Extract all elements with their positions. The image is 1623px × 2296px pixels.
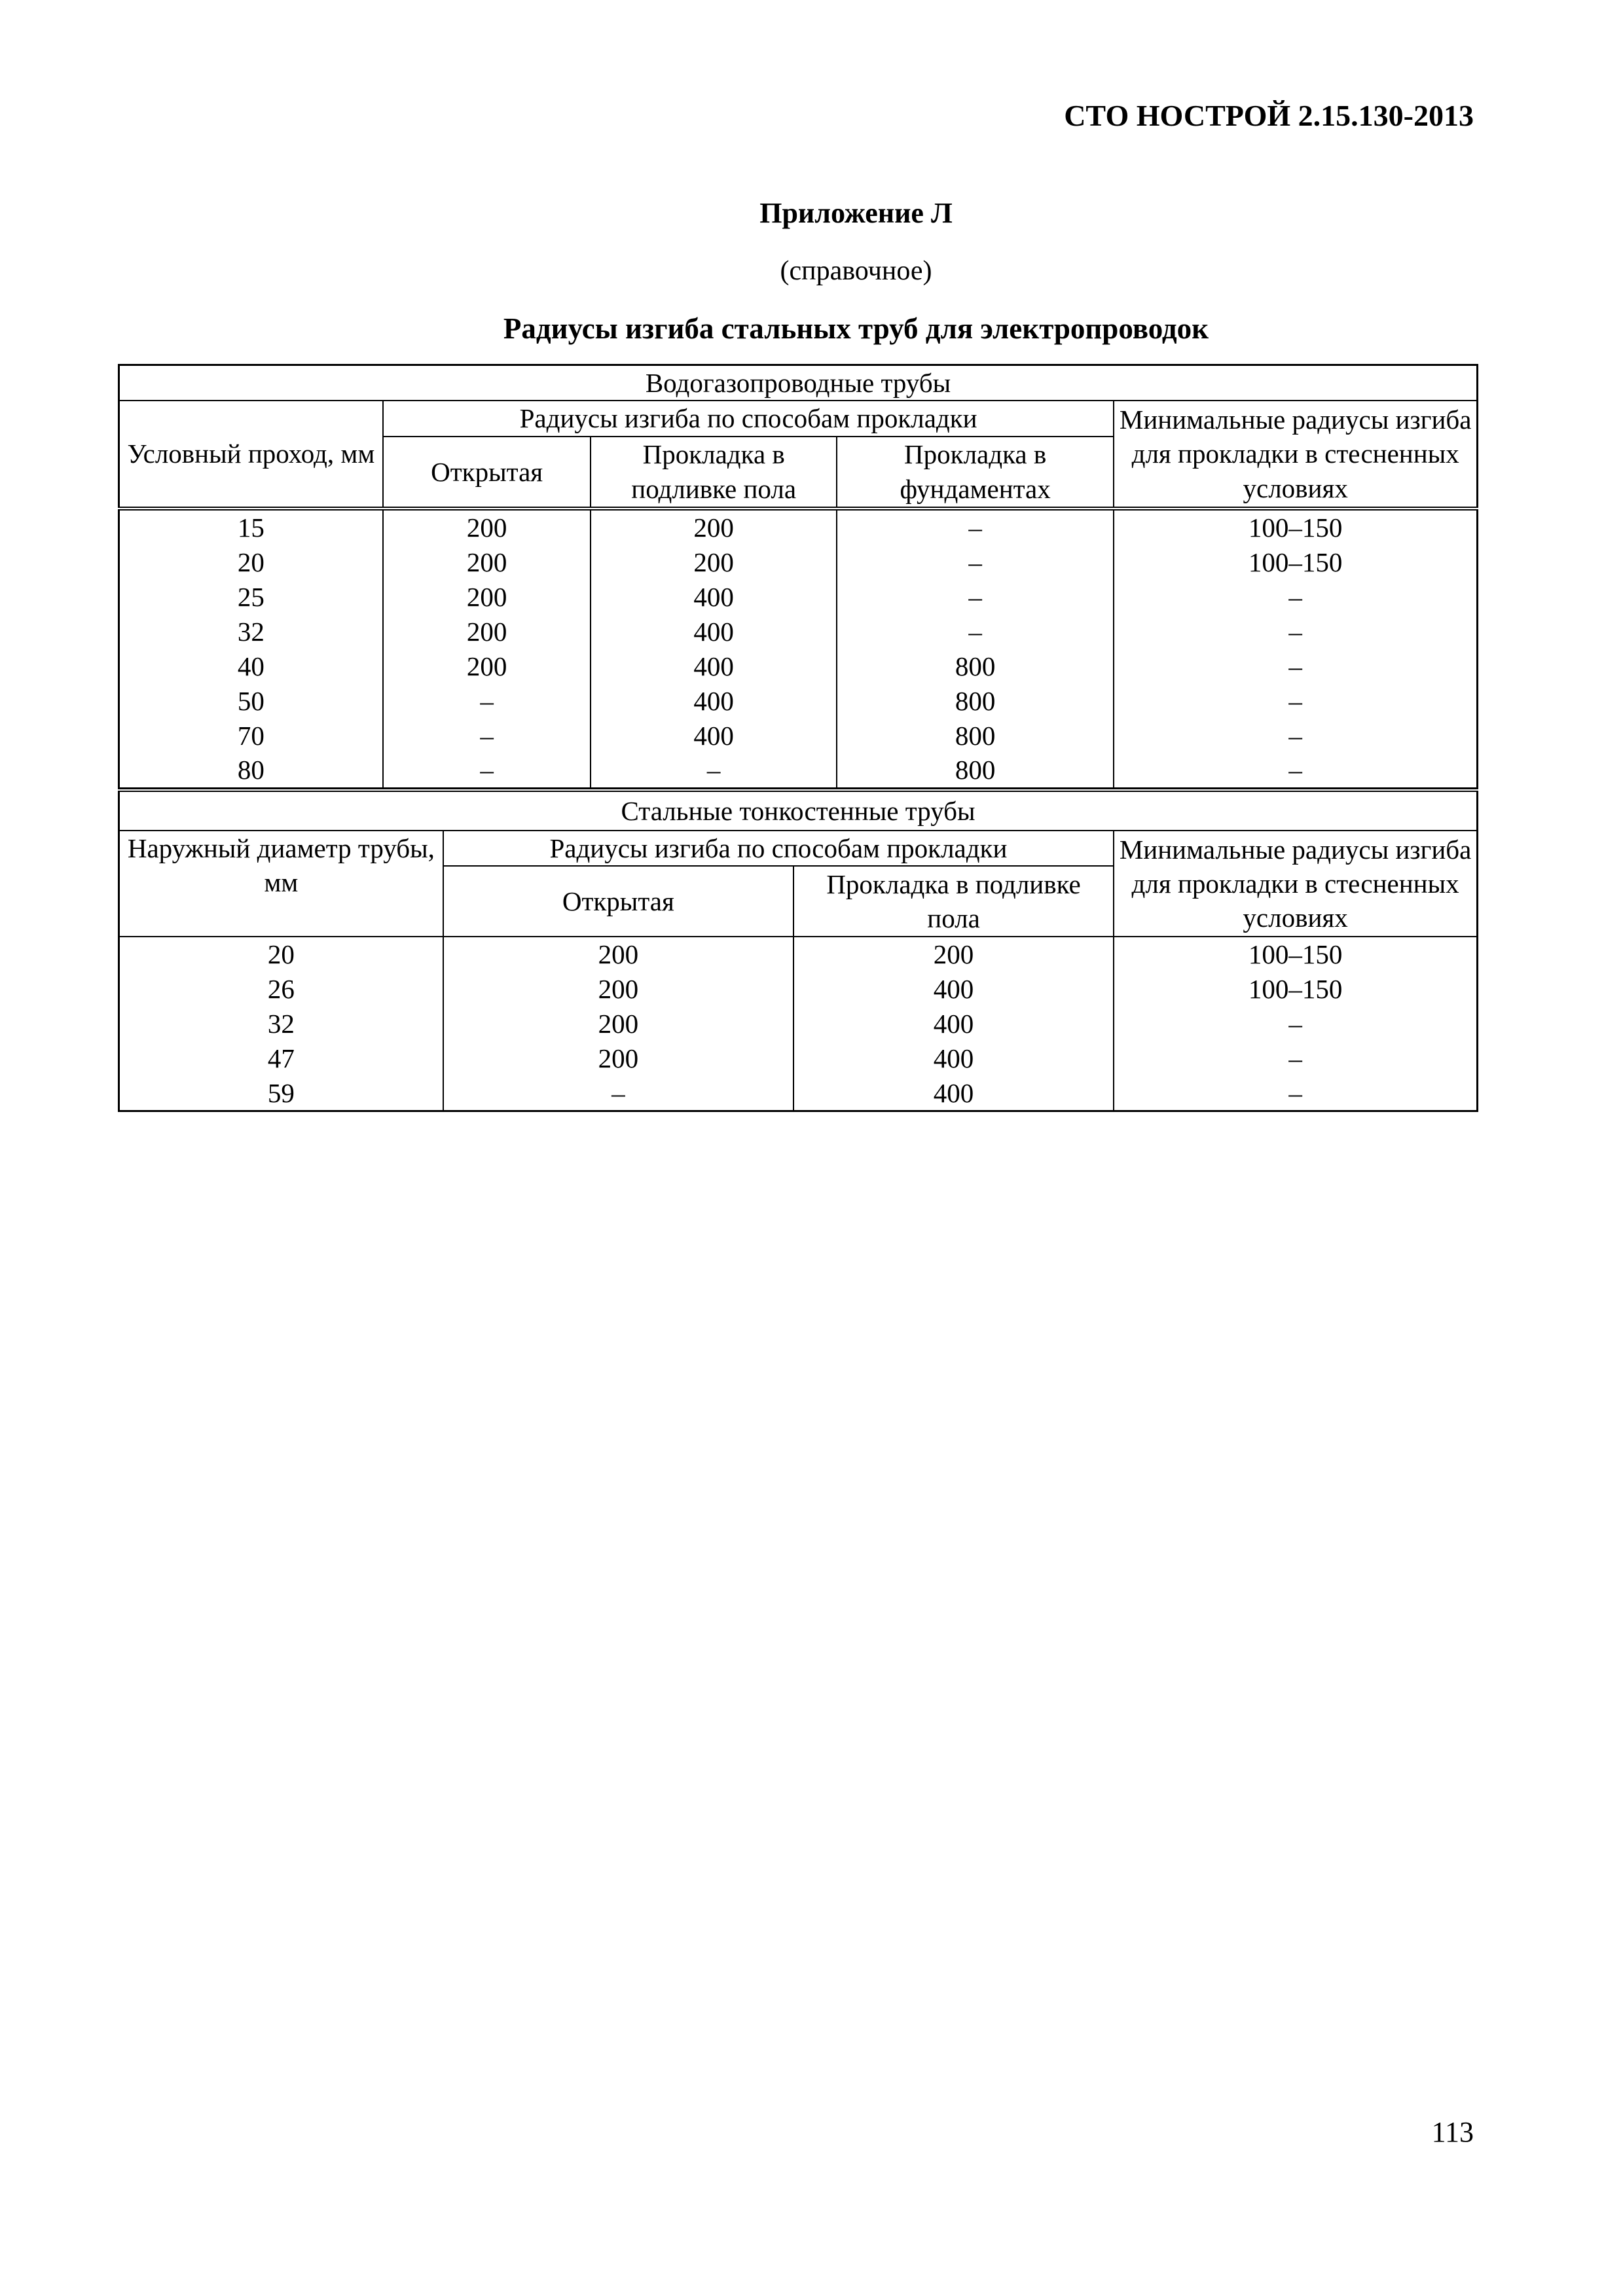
table-cell: – [1114,718,1477,753]
table-cell: 400 [793,1041,1114,1076]
table-cell: 400 [591,649,836,683]
table-cell: 100–150 [1114,545,1477,579]
document-code: СТО НОСТРОЙ 2.15.130-2013 [1064,99,1474,132]
table-cell: 15 [119,509,383,545]
table-cell: 400 [591,718,836,753]
table-cell: 200 [591,509,836,545]
section-title: Стальные тонкостенные трубы [119,791,1478,831]
table-cell: 200 [383,545,591,579]
table-cell: 70 [119,718,383,753]
col-header-foundation: Прокладка в фундаментах [837,437,1114,509]
table-row [119,1041,1478,1076]
table1-body [119,509,1478,788]
table-cell: 400 [591,683,836,718]
table-cell: 200 [443,1041,793,1076]
table-cell: – [383,718,591,753]
table-cell: – [837,545,1114,579]
table2-body [119,937,1478,1111]
section-title: Водогазопроводные трубы [119,365,1478,401]
table-row [119,683,1478,718]
table-cell: 100–150 [1114,509,1477,545]
col-header-group: Радиусы изгиба по способам прокладки [383,401,1114,436]
table-cell: – [1114,579,1477,614]
table-row [119,509,1478,545]
table-cell: 20 [119,937,443,971]
table-cell: 400 [591,614,836,649]
table-cell: 32 [119,1007,443,1041]
table-cell: 200 [443,972,793,1007]
table-cell: 400 [793,972,1114,1007]
table-cell: – [1114,753,1477,788]
table-cell: 50 [119,683,383,718]
table-cell: – [1114,1007,1477,1041]
table-cell: 40 [119,649,383,683]
table-caption: Радиусы изгиба стальных труб для электропроводок [503,312,1209,345]
table-cell: 26 [119,972,443,1007]
appendix-note: (справочное) [780,256,932,286]
table-cell: 200 [443,937,793,971]
table-row [119,937,1478,971]
table-cell: – [1114,1076,1477,1111]
col-header-diameter: Условный проход, мм [119,401,383,508]
table-cell: 100–150 [1114,972,1477,1007]
table-cell: 32 [119,614,383,649]
col-header-min-radius: Минимальные радиусы изгиба для прокладки в стесненных условиях [1114,831,1477,937]
table-row [119,614,1478,649]
table-cell: 400 [591,579,836,614]
table-cell: 100–150 [1114,937,1477,971]
col-header-open: Открытая [443,866,793,937]
table-cell: – [383,753,591,788]
table-cell: 200 [383,579,591,614]
table-cell: – [1114,649,1477,683]
table-cell: 200 [443,1007,793,1041]
table-cell: 800 [837,649,1114,683]
table-cell: 200 [383,649,591,683]
water-gas-pipes-table [118,364,1478,789]
col-header-group: Радиусы изгиба по способам прокладки [443,831,1114,866]
col-header-open: Открытая [383,437,591,509]
table-cell: 25 [119,579,383,614]
table-cell: 400 [793,1076,1114,1111]
table-cell: 800 [837,753,1114,788]
table-cell: – [591,753,836,788]
thin-wall-pipes-table [118,791,1478,1112]
table-cell: 59 [119,1076,443,1111]
table-cell: 200 [793,937,1114,971]
table-cell: – [1114,614,1477,649]
table-cell: – [443,1076,793,1111]
table-row [119,718,1478,753]
table-row [119,649,1478,683]
table-row [119,545,1478,579]
table-cell: 80 [119,753,383,788]
table-cell: – [1114,683,1477,718]
table-cell: – [837,509,1114,545]
table-row [119,972,1478,1007]
col-header-diameter: Наружный диаметр трубы, мм [119,831,443,937]
table-cell: – [837,614,1114,649]
col-header-floor: Прокладка в подливке пола [591,437,836,509]
table-cell: 400 [793,1007,1114,1041]
table-cell: 200 [383,614,591,649]
table-row [119,1076,1478,1111]
table-cell: 200 [383,509,591,545]
table-cell: 20 [119,545,383,579]
table-row [119,1007,1478,1041]
table-row [119,579,1478,614]
table-cell: – [837,579,1114,614]
table-cell: 47 [119,1041,443,1076]
page-number: 113 [1431,2116,1474,2148]
table-row [119,753,1478,788]
table-cell: 800 [837,683,1114,718]
table-cell: – [383,683,591,718]
col-header-min-radius: Минимальные радиусы изгиба для прокладки в стесненных условиях [1114,401,1477,508]
table-cell: 200 [591,545,836,579]
table-cell: 800 [837,718,1114,753]
table-cell: – [1114,1041,1477,1076]
col-header-floor: Прокладка в подливке пола [793,866,1114,937]
appendix-title: Приложение Л [759,197,953,229]
